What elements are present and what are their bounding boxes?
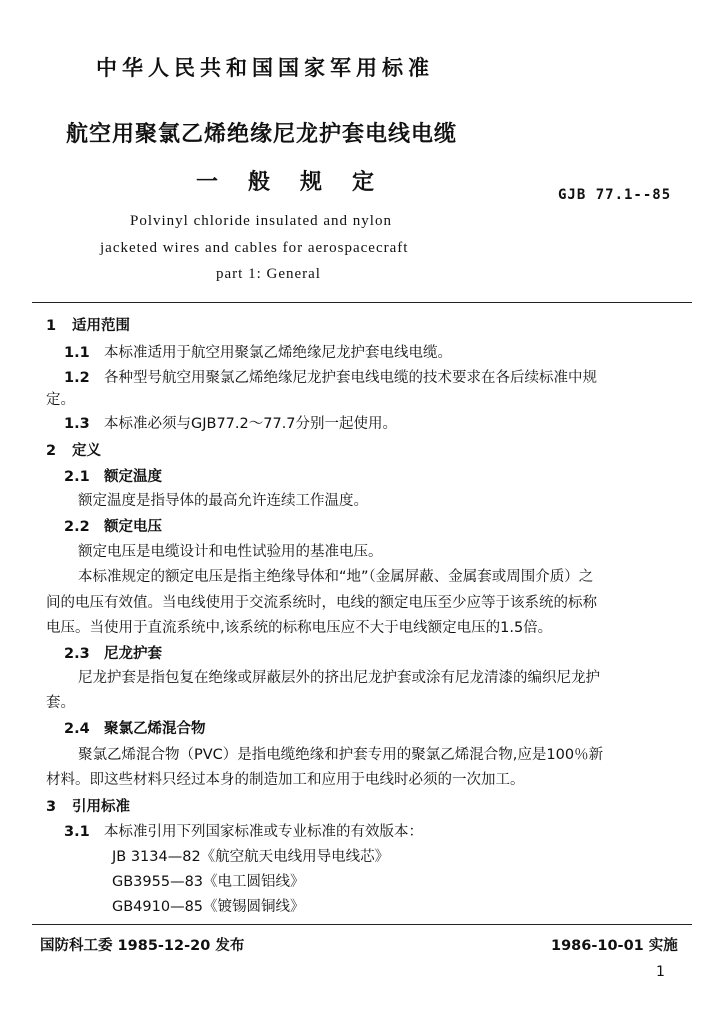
- body-line-s2-2p1: [78, 540, 383, 561]
- clause-number: 1.1: [64, 345, 90, 361]
- body-line-s3-1: [64, 820, 423, 841]
- body-line-s2-4: [64, 717, 206, 738]
- clause-text: 额定电压: [104, 519, 162, 535]
- clause-text: 电压。当使用于直流系统中,该系统的标称电压应不大于电线额定电压的1.5倍。: [46, 620, 553, 636]
- footer-rule: [32, 924, 692, 925]
- clause-text: 额定电压是电缆设计和电性试验用的基准电压。: [78, 544, 383, 560]
- clause-text: 各种型号航空用聚氯乙烯绝缘尼龙护套电线电缆的技术要求在各后续标准中规: [104, 370, 597, 386]
- body-line-s2-1: [64, 465, 162, 486]
- document-title-line2: 一般规定: [196, 170, 405, 195]
- clause-number: 2.2: [64, 519, 90, 535]
- clause-text: 额定温度: [104, 469, 162, 485]
- body-line-s2-1p: [78, 489, 368, 510]
- body-line-s2-3pa: [78, 666, 600, 687]
- body-line-s1-2a: [64, 366, 597, 387]
- english-title-line3: part 1: General: [216, 266, 321, 282]
- clause-text: 定。: [46, 392, 75, 408]
- clause-text: 套。: [46, 695, 75, 711]
- clause-text: 材料。即这些材料只经过本身的制造加工和应用于电线时必须的一次加工。: [46, 772, 525, 788]
- clause-number: 1: [46, 318, 57, 334]
- clause-number: 3: [46, 799, 57, 815]
- header-rule: [32, 302, 692, 303]
- standard-code: GJB 77.1--85: [558, 187, 672, 203]
- clause-text: 本标准规定的额定电压是指主绝缘导体和“地”（金属屏蔽、金属套或周围介质）之: [78, 569, 594, 585]
- clause-number: 2.1: [64, 469, 90, 485]
- page-number: 1: [656, 964, 665, 980]
- body-line-s2-2p2b: [46, 591, 597, 612]
- body-line-s2-2: [64, 515, 162, 536]
- body-line-s2-3pb: [46, 691, 75, 712]
- clause-text: 本标准必须与GJB77.2～77.7分别一起使用。: [104, 416, 398, 432]
- effective-date: 1986-10-01 实施: [551, 938, 678, 954]
- body-line-s1-3: [64, 412, 397, 433]
- clause-text: GB3955—83《电工圆铝线》: [112, 874, 305, 890]
- body-line-s1-2b: [46, 388, 75, 409]
- body-line-s2-2p2a: [78, 565, 593, 586]
- body-line-s1-1: [64, 341, 452, 362]
- clause-text: 适用范围: [72, 318, 130, 334]
- english-title-line1: Polvinyl chloride insulated and nylon: [130, 213, 392, 229]
- body-line-s2-4pb: [46, 768, 525, 789]
- body-line-ref2: [112, 870, 305, 891]
- clause-text: 尼龙护套是指包复在绝缘或屏蔽层外的挤出尼龙护套或涂有尼龙清漆的编织尼龙护: [78, 670, 600, 686]
- english-title-line2: jacketed wires and cables for aerospacecraft: [100, 240, 409, 256]
- body-line-ref3: [112, 895, 305, 916]
- clause-text: 本标准适用于航空用聚氯乙烯绝缘尼龙护套电线电缆。: [104, 345, 452, 361]
- clause-number: 2: [46, 443, 57, 459]
- standard-header: 中华人民共和国国家军用标准: [96, 56, 434, 80]
- body-line-s2-2p2c: [46, 616, 552, 637]
- clause-text: GB4910—85《镀锡圆铜线》: [112, 899, 305, 915]
- clause-number: 3.1: [64, 824, 90, 840]
- clause-number: 1.2: [64, 370, 90, 386]
- clause-text: 本标准引用下列国家标准或专业标准的有效版本：: [104, 824, 423, 840]
- clause-text: 聚氯乙烯混合物: [104, 721, 206, 737]
- document-title-line1: 航空用聚氯乙烯绝缘尼龙护套电线电缆: [66, 122, 458, 147]
- issue-date: 国防科工委 1985-12-20 发布: [40, 938, 245, 954]
- clause-number: 1.3: [64, 416, 90, 432]
- body-line-s3: [46, 795, 130, 816]
- clause-text: JB 3134—82《航空航天电线用导电线芯》: [112, 849, 390, 865]
- clause-text: 引用标准: [72, 799, 130, 815]
- body-line-ref1: [112, 845, 389, 866]
- clause-text: 定义: [72, 443, 101, 459]
- clause-text: 额定温度是指导体的最高允许连续工作温度。: [78, 493, 368, 509]
- body-line-s2: [46, 439, 101, 460]
- clause-number: 2.3: [64, 646, 90, 662]
- clause-text: 间的电压有效值。当电线使用于交流系统时，电线的额定电压至少应等于该系统的标称: [46, 595, 597, 611]
- clause-text: 尼龙护套: [104, 646, 162, 662]
- body-line-s2-3: [64, 642, 162, 663]
- clause-number: 2.4: [64, 721, 90, 737]
- body-line-s1: [46, 314, 130, 335]
- body-line-s2-4pa: [78, 743, 603, 764]
- clause-text: 聚氯乙烯混合物（PVC）是指电缆绝缘和护套专用的聚氯乙烯混合物,应是100％新: [78, 747, 604, 763]
